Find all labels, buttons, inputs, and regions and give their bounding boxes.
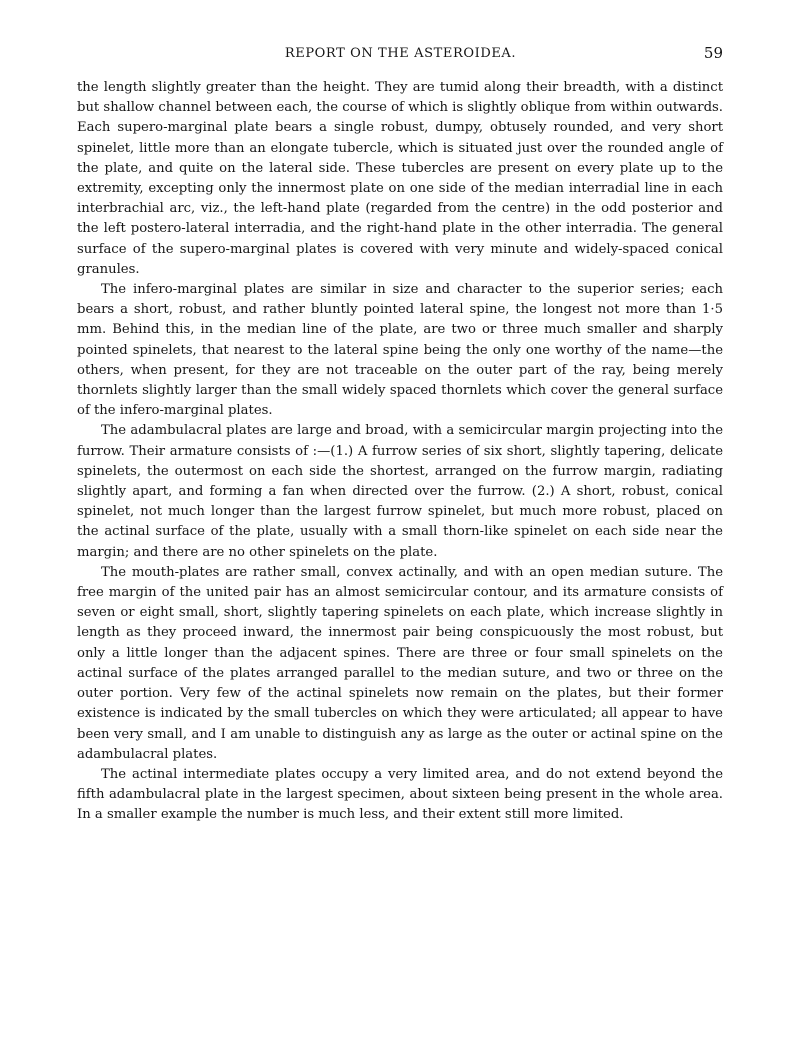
paragraph-infero-marginal-plates: The infero-marginal plates are similar in size and character to the superior series; each bears a short, robust, and rather bluntly pointed lateral spine, the longest not more than 1·5 mm. Behind this, in the median line of the plate, are two or three much smaller and sharply pointed spinelets, that nearest to the lateral spine being the only one worthy of the name—the others, when present, for they are not traceable on the outer part of the ray, being merely thornlets slightly larger than the small widely spaced thornlets which cover the general surface of the infero-marginal plates.	[77, 282, 723, 419]
running-title: REPORT ON THE ASTEROIDEA.	[284, 46, 517, 61]
running-header	[78, 44, 723, 64]
paragraph-supero-marginal-continued: the length slightly greater than the height. They are tumid along their breadth, with a distinct but shallow channel between each, the course of which is slightly oblique from within outwards. Each supero-marginal plate bears a single robust, dumpy, obtusely rounded, and very short spinelet, little more than an elongate tubercle, which is situated just over the rounded angle of the plate, and quite on the lateral side. These tubercles are present on every plate up to the extremity, excepting only the innermost plate on one side of the median interradial line in each interbrachial arc, viz., the left-hand plate (regarded from the centre) in the odd posterior and the left postero-lateral interradia, and the right-hand plate in the other interradia. The general surface of the supero-marginal plates is covered with very minute and widely-spaced conical granules.	[77, 80, 723, 277]
body-text	[77, 78, 723, 826]
page-number: 59	[703, 44, 723, 62]
paragraph-adambulacral-plates: The adambulacral plates are large and broad, with a semicircular margin projecting into the furrow. Their armature consists of :—(1.) A furrow series of six short, slightly tapering, delicate spinelets, the outermost on each side the shortest, arranged on the furrow margin, radiating slightly apart, and forming a fan when directed over the furrow. (2.) A short, robust, conical spinelet, not much longer than the largest furrow spinelet, but much more robust, placed on the actinal surface of the plate, usually with a small thorn-like spinelet on each side near the margin; and there are no other spinelets on the plate.	[77, 423, 723, 560]
paragraph-actinal-intermediate-plates: The actinal intermediate plates occupy a very limited area, and do not extend beyond the fifth adambulacral plate in the largest specimen, about sixteen being present in the whole area. In a smaller example the number is much less, and their extent still more limited.	[77, 766, 723, 823]
paragraph-mouth-plates: The mouth-plates are rather small, convex actinally, and with an open median suture. The free margin of the united pair has an almost semicircular contour, and its armature consists of seven or eight small, short, slightly tapering spinelets on each plate, which increase slightly in length as they proceed inward, the innermost pair being conspicuously the most robust, but only a little longer than the adjacent spines. There are three or four small spinelets on the actinal surface of the plates arranged parallel to the median suture, and two or three on the outer portion. Very few of the actinal spinelets now remain on the plates, but their former existence is indicated by the small tubercles on which they were articulated; all appear to have been very small, and I am unable to distinguish any as large as the outer or actinal spine on the adambulacral plates.	[77, 564, 723, 762]
